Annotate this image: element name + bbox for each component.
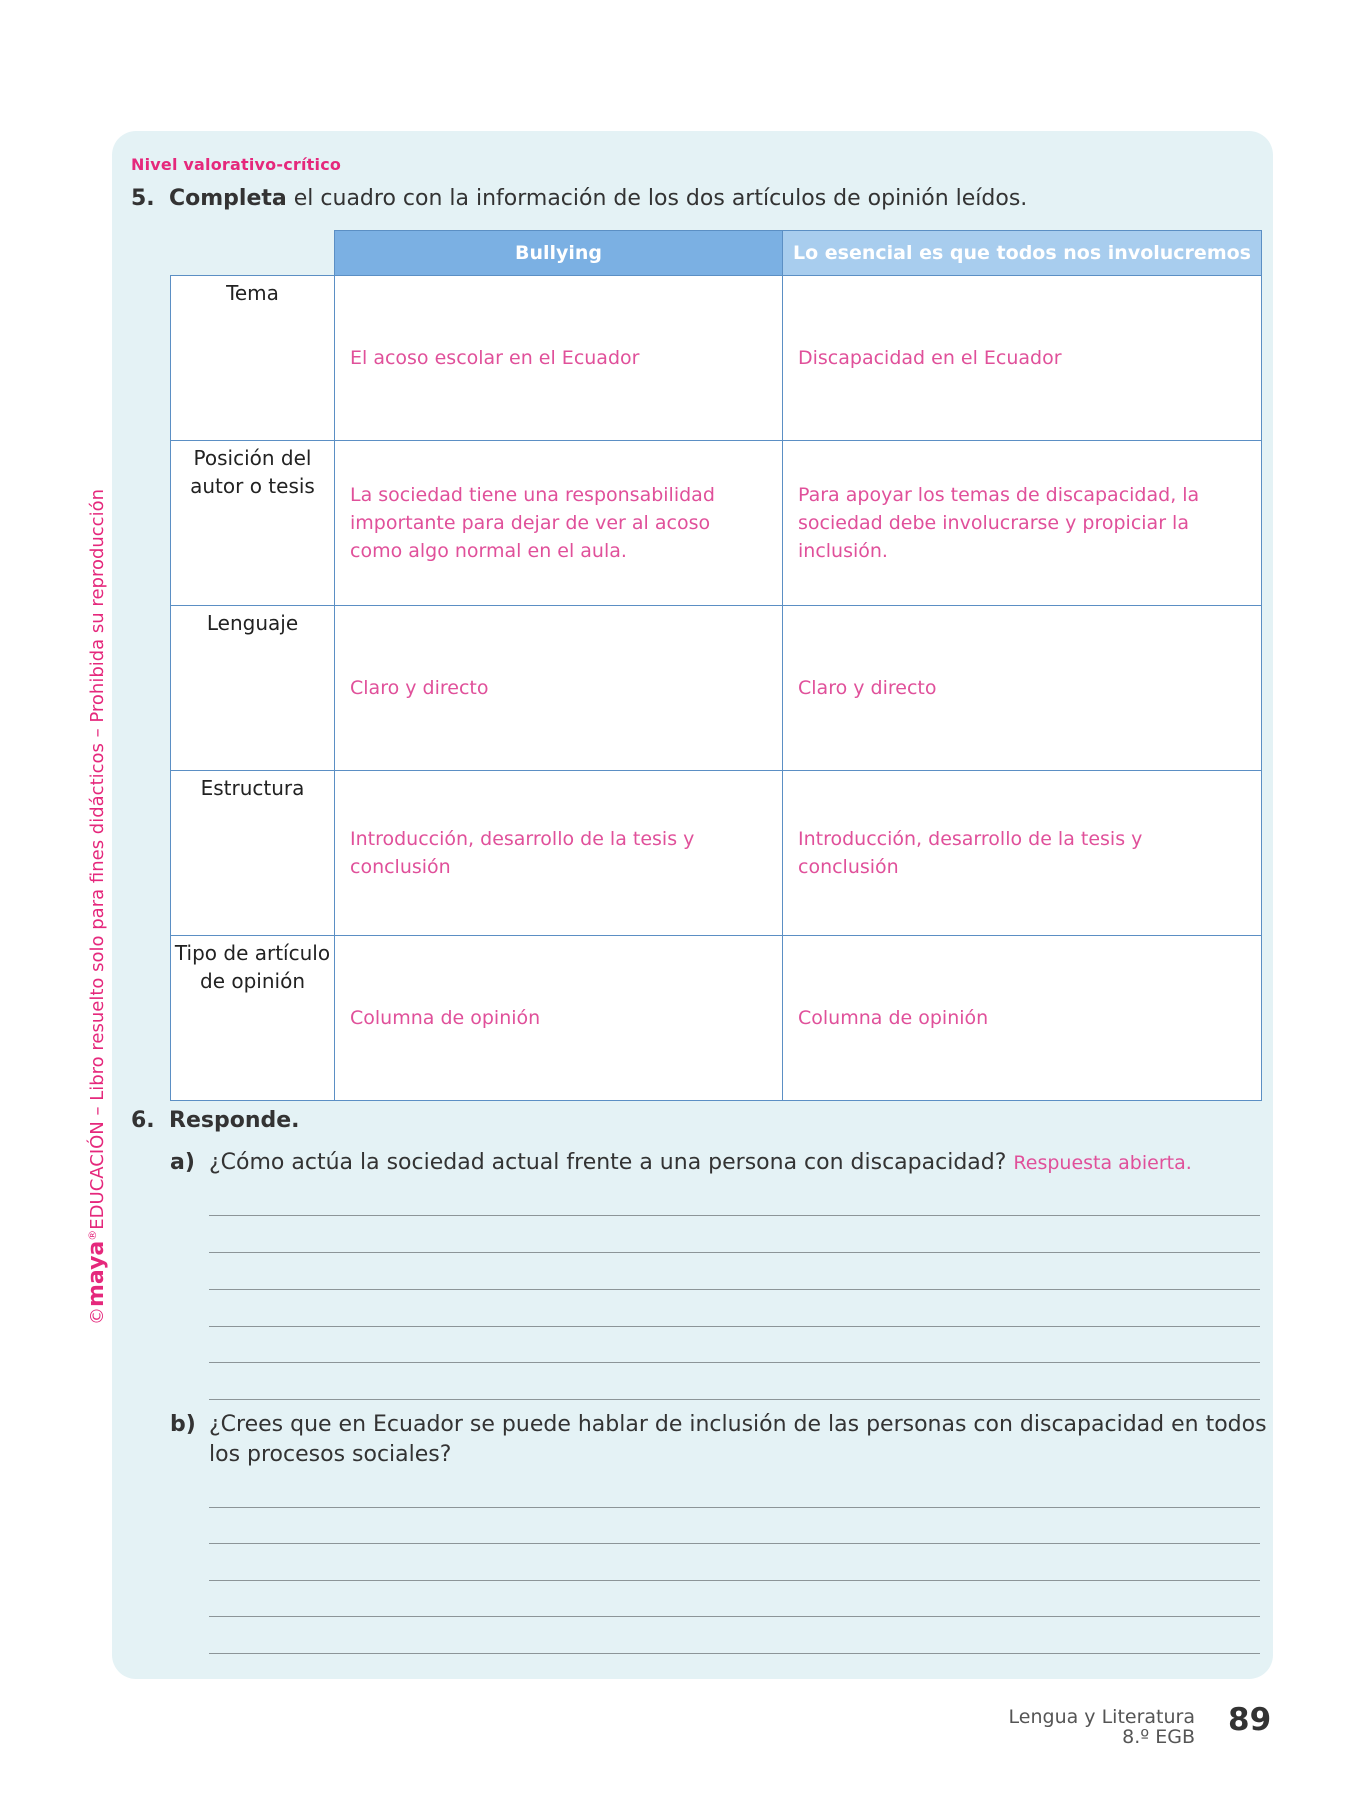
table-row [171,276,1262,441]
copyright-text: EDUCACIÓN – Libro resuelto solo para fines didácticos – Prohibida su reproducción [87,488,108,1230]
answer-line[interactable] [209,1616,1260,1617]
answer-cell[interactable] [335,276,783,441]
answer-cell[interactable] [335,771,783,936]
comparison-table [170,230,1262,1101]
page-number: 89 [1228,1702,1272,1738]
answer-cell[interactable] [783,936,1262,1101]
question-6a-answer: Respuesta abierta. [1013,1152,1192,1174]
answer-line[interactable] [209,1252,1260,1253]
row-label-lenguaje: Lenguaje [171,606,335,771]
answer-cell[interactable] [783,441,1262,606]
answer-text: Discapacidad en el Ecuador [798,347,1062,369]
header-article-2: Lo esencial es que todos nos involucremos [783,231,1262,276]
answer-text: Introducción, desarrollo de la tesis y conclusión [798,828,1143,878]
question-5-number: 5. [131,186,155,211]
grade-label: 8.º EGB [1122,1726,1195,1748]
answer-line[interactable] [209,1507,1260,1508]
answer-cell[interactable] [783,771,1262,936]
copyright-sidebar [84,489,109,1325]
copyright-symbol: © [87,1307,108,1325]
table-corner [171,231,335,276]
answer-text: La sociedad tiene una responsabilidad importante para dejar de ver al acoso como algo normal en el aula. [350,484,715,562]
table-header-row [171,231,1262,276]
question-6-number: 6. [131,1108,155,1133]
question-5-text: el cuadro con la información de los dos artículos de opinión leídos. [286,186,1028,211]
answer-line[interactable] [209,1653,1260,1654]
header-article-1: Bullying [335,231,783,276]
answer-cell[interactable] [335,936,783,1101]
table-row [171,936,1262,1101]
answer-text: Claro y directo [798,677,937,699]
brand-logo: maya [84,1240,109,1307]
question-6a-letter: a) [170,1150,195,1175]
subject-name: Lengua y Literatura [1008,1706,1195,1728]
question-6 [131,1108,300,1133]
question-6-title: Responde. [169,1108,300,1133]
question-5 [131,186,1027,211]
footer-subject [1009,1707,1195,1747]
table-row [171,606,1262,771]
level-label: Nivel valorativo-crítico [131,155,342,174]
question-5-bold: Completa [169,186,287,211]
table-row [171,441,1262,606]
row-label-tema: Tema [171,276,335,441]
answer-cell[interactable] [335,441,783,606]
answer-cell[interactable] [335,606,783,771]
answer-line[interactable] [209,1362,1260,1363]
question-6b [170,1410,1269,1470]
answer-text: El acoso escolar en el Ecuador [350,347,640,369]
question-6a [170,1148,1269,1178]
answer-cell[interactable] [783,606,1262,771]
answer-text: Introducción, desarrollo de la tesis y conclusión [350,828,695,878]
registered-mark: ® [86,1229,99,1241]
answer-line[interactable] [209,1399,1260,1400]
answer-cell[interactable] [783,276,1262,441]
row-label-posicion: Posición del autor o tesis [171,441,335,606]
question-6b-letter: b) [170,1412,196,1437]
question-6b-text: ¿Crees que en Ecuador se puede hablar de inclusión de las personas con discapacidad en todos los procesos sociales? [209,1412,1267,1467]
answer-text: Claro y directo [350,677,489,699]
answer-text: Columna de opinión [798,1007,989,1029]
answer-text: Para apoyar los temas de discapacidad, la sociedad debe involucrarse y propiciar la inclusión. [798,484,1200,562]
row-label-tipo: Tipo de artículo de opinión [171,936,335,1101]
answer-line[interactable] [209,1580,1260,1581]
answer-line[interactable] [209,1215,1260,1216]
row-label-estructura: Estructura [171,771,335,936]
answer-line[interactable] [209,1326,1260,1327]
answer-line[interactable] [209,1289,1260,1290]
answer-text: Columna de opinión [350,1007,541,1029]
table-row [171,771,1262,936]
answer-line[interactable] [209,1543,1260,1544]
question-6a-text: ¿Cómo actúa la sociedad actual frente a una persona con discapacidad? [209,1150,1007,1175]
